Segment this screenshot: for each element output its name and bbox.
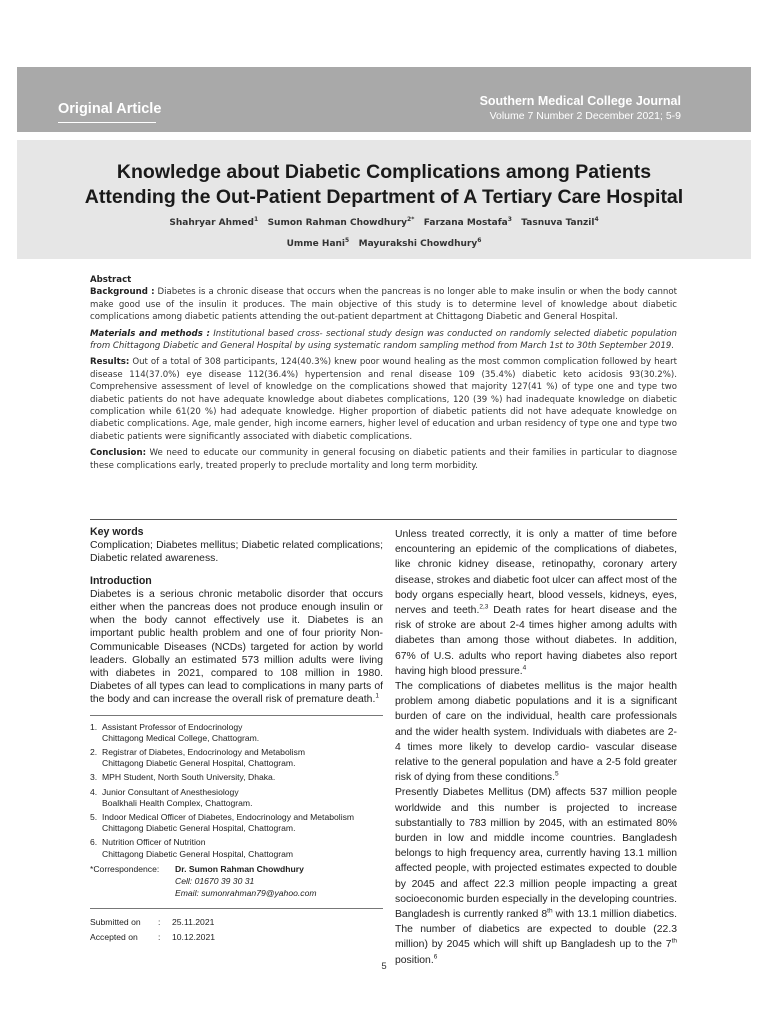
author-sup: 3 <box>507 216 512 223</box>
author-row-2 <box>17 232 751 253</box>
ref-sup: 5 <box>554 770 559 778</box>
background-text: Diabetes is a chronic disease that occurs when the pancreas is no longer able to make insulin or when the body cannot make good use of the insulin it produces. The main objective of this study is to determine level of knowledge about diabetic complications among diabetic patients attending the out-patient department at Chittagong Diabetic and General Hospital. <box>90 287 677 323</box>
affiliation-number: 6. <box>90 837 98 848</box>
correspondence-email: Email: sumonrahman79@yahoo.com <box>175 887 317 898</box>
body-text: Presently Diabetes Mellitus (DM) affects 537 million people worldwide and this number is projected to increase substantially to 783 million by 2045, with an estimated 80% burden in low and middle income countries. Bangladesh belongs to high frequency area, currently having 13.1 million affected people, with projected estimates expected to double by 2045 and affect 22.3 million people impacting a great socioeconomic burden especially in the developing countries. Bangladesh is currently ranked 8 <box>395 787 677 921</box>
body-text: position. <box>395 954 434 966</box>
right-column <box>395 527 677 968</box>
dates-divider <box>90 908 383 909</box>
ref-sup: 2,3 <box>479 603 489 611</box>
affiliation-number: 3. <box>90 772 98 783</box>
submitted-row <box>90 915 383 930</box>
paragraph-complications <box>395 527 677 679</box>
affiliation-number: 5. <box>90 812 98 823</box>
methods-label: Materials and methods : <box>90 328 210 339</box>
affiliation-place: Boalkhali Health Complex, Chattogram. <box>102 797 253 808</box>
results-text: Out of a total of 308 participants, 124(40.3%) knew poor wound healing as the most common complication followed by heart disease 114(37.0%) eye disease 112(36.4%) hypertension and renal disease 109 (35.4%) diabetic keto acidosis 93(30.2%). Comprehensive assessment of level of knowledge on the complications showed that majority 127(41 %) of type one and type two diabetic patients do not have adequate knowledge about diabetes complications, 120 (39 %) had inadequate knowledge on diabetic complication while 61(20 %) had adequate knowledge. Higher proportion of diabetic patients did not have adequate knowledge on diabetic complications. Age, male gender, high income earners, higher level of education and urban residency of type one and type two diabetic patients were significantly associated with diabetic complications. <box>90 357 678 442</box>
abstract-background <box>90 286 677 323</box>
affiliation-item <box>90 772 383 783</box>
author-sup: 4 <box>594 216 599 223</box>
colon: : <box>158 916 161 927</box>
methods-text: Institutional based cross- sectional study design was conducted on randomly selected diabetic population from Chittagong Diabetic and General Hospital by using systematic random sampling method from March 1st to 30th September 2019. <box>90 328 677 352</box>
ordinal-sup: th <box>547 907 553 915</box>
author-name: Tasnuva Tanzil <box>521 218 595 228</box>
journal-volume: Volume 7 Number 2 December 2021; 5-9 <box>489 110 681 122</box>
title-line-1: Knowledge about Diabetic Complications among Patients <box>116 161 652 183</box>
affiliation-place: Chittagong Diabetic General Hospital, Chattogram. <box>102 758 296 769</box>
affiliation-place: Chittagong Diabetic General Hospital, Chattogram <box>102 848 294 859</box>
affiliation-item <box>90 812 383 834</box>
left-column <box>90 526 383 945</box>
abstract-results <box>90 356 677 443</box>
affiliation-item <box>90 837 383 859</box>
abstract-heading: Abstract <box>90 275 132 285</box>
author-list <box>17 211 751 253</box>
affiliation-divider <box>90 715 383 716</box>
affiliation-title: Nutrition Officer of Nutrition <box>102 837 206 848</box>
author-name: Shahryar Ahmed <box>169 218 254 228</box>
author-name: Farzana Mostafa <box>423 218 508 228</box>
author-name: Umme Hani <box>286 239 346 249</box>
affiliation-item <box>90 722 383 744</box>
conclusion-text: We need to educate our community in general focusing on diabetic patients and their families in particular to diagnose these complications early, treated properly to preclude mortality and long term morbidity. <box>90 448 677 471</box>
ref-sup: 4 <box>522 664 527 672</box>
title-line-2: Attending the Out-Patient Department of A Tertiary Care Hospital <box>84 186 684 208</box>
abstract-divider <box>90 519 677 520</box>
article-type-label: Original Article <box>58 101 162 117</box>
affiliation-item <box>90 747 383 769</box>
affiliation-title: Assistant Professor of Endocrinology <box>102 721 243 732</box>
body-text: Unless treated correctly, it is only a matter of time before encountering an epidemic of the complications of diabetes, like chronic kidney disease, retinopathy, coronary artery disease, strokes and diabetic foot ulcer can affect most of the body organs especially heart, blood vessels, kidneys, eyes, nerves and teeth. <box>395 529 677 617</box>
author-row-1 <box>17 211 751 232</box>
conclusion-label: Conclusion: <box>90 448 147 459</box>
affiliation-title: MPH Student, North South University, Dhaka. <box>102 772 276 783</box>
ordinal-sup: th <box>671 938 677 946</box>
article-title <box>17 160 751 210</box>
affiliation-number: 2. <box>90 747 98 758</box>
correspondence-label: *Correspondence: <box>90 863 160 874</box>
page-number: 5 <box>381 961 387 972</box>
correspondence <box>90 863 383 899</box>
submitted-date: 25.11.2021 <box>172 916 215 927</box>
abstract <box>90 274 677 476</box>
accepted-label: Accepted on <box>90 931 138 942</box>
author-sup: 1 <box>253 216 259 223</box>
introduction-heading: Introduction <box>90 574 152 587</box>
affiliation-number: 1. <box>90 721 98 732</box>
accepted-date: 10.12.2021 <box>172 931 216 942</box>
affiliation-title: Indoor Medical Officer of Diabetes, Endocrinology and Metabolism <box>102 812 355 823</box>
introduction-paragraph <box>90 588 383 707</box>
affiliation-title: Registrar of Diabetes, Endocrinology and Metabolism <box>102 747 306 758</box>
abstract-conclusion <box>90 447 677 472</box>
ref-sup: 1 <box>375 692 379 700</box>
ref-sup: 6 <box>433 953 438 961</box>
affiliation-number: 4. <box>90 786 98 797</box>
introduction-text: Diabetes is a serious chronic metabolic disorder that occurs either when the pancreas does not produce enough insulin or when the body cannot effectively use it. Diabetes is an important public health problem and one of four priority Non-Communicable Diseases (NCDs) targeted for action by world leaders. Globally an estimated 573 million adults were living with diabetes in 2021, compared to 108 million in 1980. Diabetes of all types can lead to complications in many parts of the body and can increase the overall risk of premature death. <box>90 588 383 706</box>
submitted-label: Submitted on <box>90 916 141 927</box>
author-sup: 2* <box>407 216 415 223</box>
body-text: Death rates for heart disease and the risk of stroke are about 2-4 times higher among adults with diabetes than among those without diabetes. In addition, 67% of U.S. adults who report having diabetes also report having high blood pressure. <box>395 605 677 677</box>
author-name: Mayurakshi Chowdhury <box>358 239 478 249</box>
results-label: Results: <box>90 357 130 368</box>
correspondence-name: Dr. Sumon Rahman Chowdhury <box>175 863 304 874</box>
colon: : <box>158 931 161 942</box>
body-text: with 13.1 million diabetics. The number of diabetics are expected to double (22.3 million) by 2045 which will shift up Bangladesh up to the 7 <box>395 909 677 951</box>
keywords-heading: Key words <box>90 526 144 538</box>
label-underline <box>58 122 156 123</box>
paragraph-prevalence <box>395 785 677 967</box>
accepted-row <box>90 930 383 945</box>
author-sup: 5 <box>345 237 350 244</box>
affiliation-list <box>90 722 383 860</box>
author-name: Sumon Rahman Chowdhury <box>267 218 408 228</box>
affiliation-place: Chittagong Medical College, Chattogram. <box>102 732 260 743</box>
correspondence-cell: Cell: 01670 39 30 31 <box>175 875 255 886</box>
author-sup: 6 <box>477 237 482 244</box>
affiliation-item <box>90 787 383 809</box>
abstract-methods <box>90 328 677 353</box>
paragraph-burden <box>395 679 677 785</box>
journal-name: Southern Medical College Journal <box>479 94 681 108</box>
keywords-text: Complication; Diabetes mellitus; Diabetic related complications; Diabetic related awareness. <box>90 540 383 565</box>
background-label: Background : <box>90 287 155 298</box>
body-text: The complications of diabetes mellitus is the major health problem among diabetic populations and it is a significant burden of care on the individual, health care professionals and the wider health system. Individuals with diabetes are 2-4 times more likely to develop cardio- vascular disease relative to the general population and have a 2-5 fold greater risk of dying from these conditions. <box>395 681 677 784</box>
affiliation-place: Chittagong Diabetic General Hospital, Chattogram. <box>102 823 296 834</box>
affiliation-title: Junior Consultant of Anesthesiology <box>102 786 239 797</box>
